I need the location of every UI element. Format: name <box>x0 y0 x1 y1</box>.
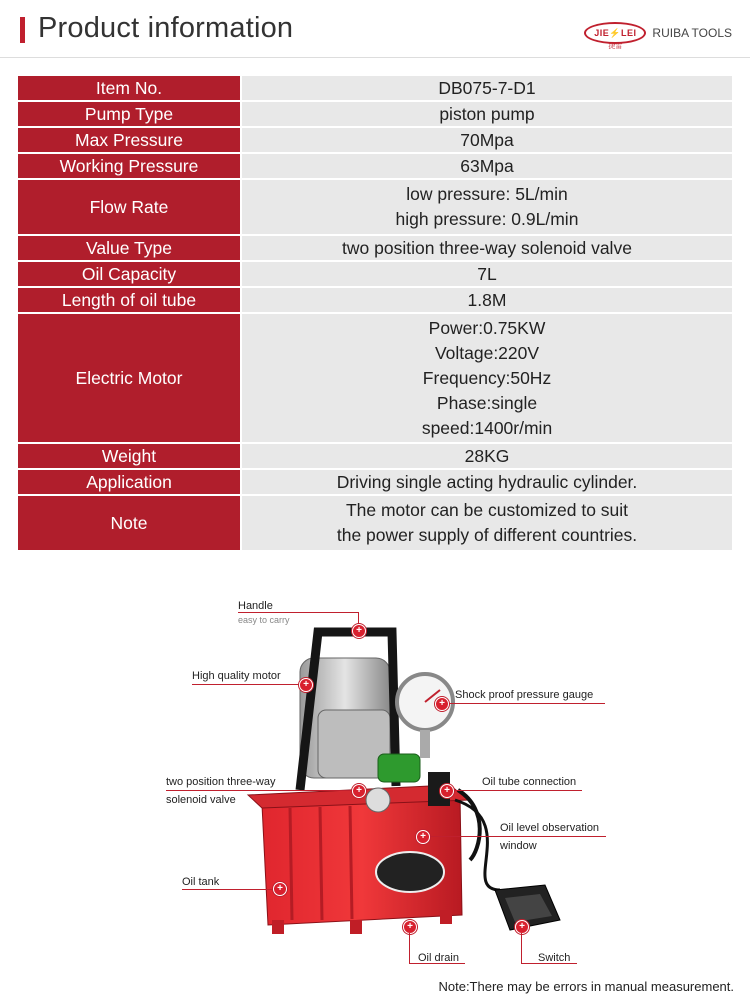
leader-oil-tank <box>182 889 274 890</box>
spec-value <box>242 76 732 100</box>
callout-motor: High quality motor <box>192 670 281 682</box>
spec-row <box>18 102 732 126</box>
header-accent-bar <box>20 17 25 43</box>
brand-badge <box>376 852 444 892</box>
callout-oil-level-2: window <box>500 840 537 852</box>
spec-value-line: Voltage:220V <box>434 342 540 363</box>
spec-row <box>18 262 732 286</box>
leader-valve <box>166 790 356 791</box>
callout-handle-sub: easy to carry <box>238 615 290 625</box>
solenoid-valve <box>378 754 420 782</box>
marker-oil-drain: + <box>403 920 417 934</box>
footer-note: Note:There may be errors in manual measurement. <box>438 979 734 994</box>
callout-switch: Switch <box>538 952 571 964</box>
spec-label: Note <box>18 496 240 550</box>
spec-row <box>18 76 732 100</box>
spec-label: Working Pressure <box>18 154 240 178</box>
spec-value-line: speed:1400r/min <box>421 417 553 438</box>
spec-value <box>242 288 732 312</box>
callout-oil-drain: Oil drain <box>418 952 459 964</box>
spec-value-line: Phase:single <box>436 392 538 413</box>
spec-value <box>242 154 732 178</box>
spec-value <box>242 102 732 126</box>
spec-label: Electric Motor <box>18 314 240 442</box>
marker-gauge: + <box>435 697 449 711</box>
brand-logo <box>584 22 646 50</box>
spec-row <box>18 128 732 152</box>
spec-value-line: 28KG <box>464 445 510 466</box>
spec-row <box>18 288 732 312</box>
spec-value-line: 63Mpa <box>460 155 514 176</box>
brand-logo-text: JIE⚡LEI <box>594 27 637 38</box>
callout-handle: Handle <box>238 600 273 612</box>
leader-handle <box>238 612 358 613</box>
spec-value-line: The motor can be customized to suit <box>345 500 629 520</box>
spec-value <box>242 470 732 494</box>
callout-valve-1: two position three-way <box>166 776 276 788</box>
callout-valve-2: solenoid valve <box>166 794 236 806</box>
spec-row <box>18 236 732 260</box>
brand-logo-sub: 捷雷 <box>608 43 623 50</box>
callout-oil-tank: Oil tank <box>182 876 220 888</box>
spec-row <box>18 444 732 468</box>
spec-label: Oil Capacity <box>18 262 240 286</box>
brand <box>584 20 732 50</box>
spec-value <box>242 262 732 286</box>
marker-oil-level: + <box>416 830 430 844</box>
brand-name: RUIBA TOOLS <box>652 26 732 40</box>
page-header <box>0 0 750 62</box>
callout-oil-level-1: Oil level observation <box>500 822 600 834</box>
spec-row <box>18 314 732 442</box>
spec-value-line: Driving single acting hydraulic cylinder. <box>336 471 638 492</box>
marker-oil-tank: + <box>273 882 287 896</box>
spec-value-line: DB075-7-D1 <box>438 77 536 98</box>
product-diagram <box>0 590 750 1000</box>
callout-oil-tube: Oil tube connection <box>482 776 577 788</box>
spec-value <box>242 496 732 550</box>
spec-table <box>18 76 732 552</box>
marker-valve: + <box>352 784 366 798</box>
spec-value <box>242 444 732 468</box>
leader-switch-v <box>521 933 522 963</box>
spec-label: Max Pressure <box>18 128 240 152</box>
spec-row <box>18 496 732 550</box>
leader-oil-level <box>426 836 606 837</box>
marker-handle: + <box>352 624 366 638</box>
spec-value-line: low pressure: 5L/min <box>406 184 568 204</box>
spec-label: Item No. <box>18 76 240 100</box>
spec-row <box>18 470 732 494</box>
marker-oil-tube: + <box>440 784 454 798</box>
page-title: Product information <box>38 12 294 44</box>
spec-value-line: 70Mpa <box>460 129 514 150</box>
leader-gauge <box>440 703 605 704</box>
spec-value <box>242 314 732 442</box>
header-divider <box>0 57 750 58</box>
spec-row <box>18 154 732 178</box>
spec-row <box>18 180 732 234</box>
spec-value-line: two position three-way solenoid valve <box>342 237 632 258</box>
spec-label: Pump Type <box>18 102 240 126</box>
spec-value-line: Frequency:50Hz <box>422 367 552 388</box>
callout-gauge: Shock proof pressure gauge <box>455 689 594 701</box>
spec-value <box>242 236 732 260</box>
marker-switch: + <box>515 920 529 934</box>
spec-label: Flow Rate <box>18 180 240 234</box>
spec-value-line: piston pump <box>439 103 535 124</box>
marker-motor: + <box>299 678 313 692</box>
leader-oil-tube <box>446 790 582 791</box>
leader-oil-drain-v <box>409 933 410 963</box>
spec-label: Value Type <box>18 236 240 260</box>
spec-label: Length of oil tube <box>18 288 240 312</box>
spec-value-line: high pressure: 0.9L/min <box>395 209 579 229</box>
spec-label: Weight <box>18 444 240 468</box>
spec-label: Application <box>18 470 240 494</box>
spec-value <box>242 128 732 152</box>
leader-motor <box>192 684 300 685</box>
spec-value-line: Power:0.75KW <box>428 317 546 338</box>
spec-value <box>242 180 732 234</box>
spec-value-line: 1.8M <box>467 289 507 310</box>
pump-illustration <box>0 590 750 1000</box>
spec-value-line: 7L <box>477 263 497 284</box>
spec-value-line: the power supply of different countries. <box>336 525 638 545</box>
